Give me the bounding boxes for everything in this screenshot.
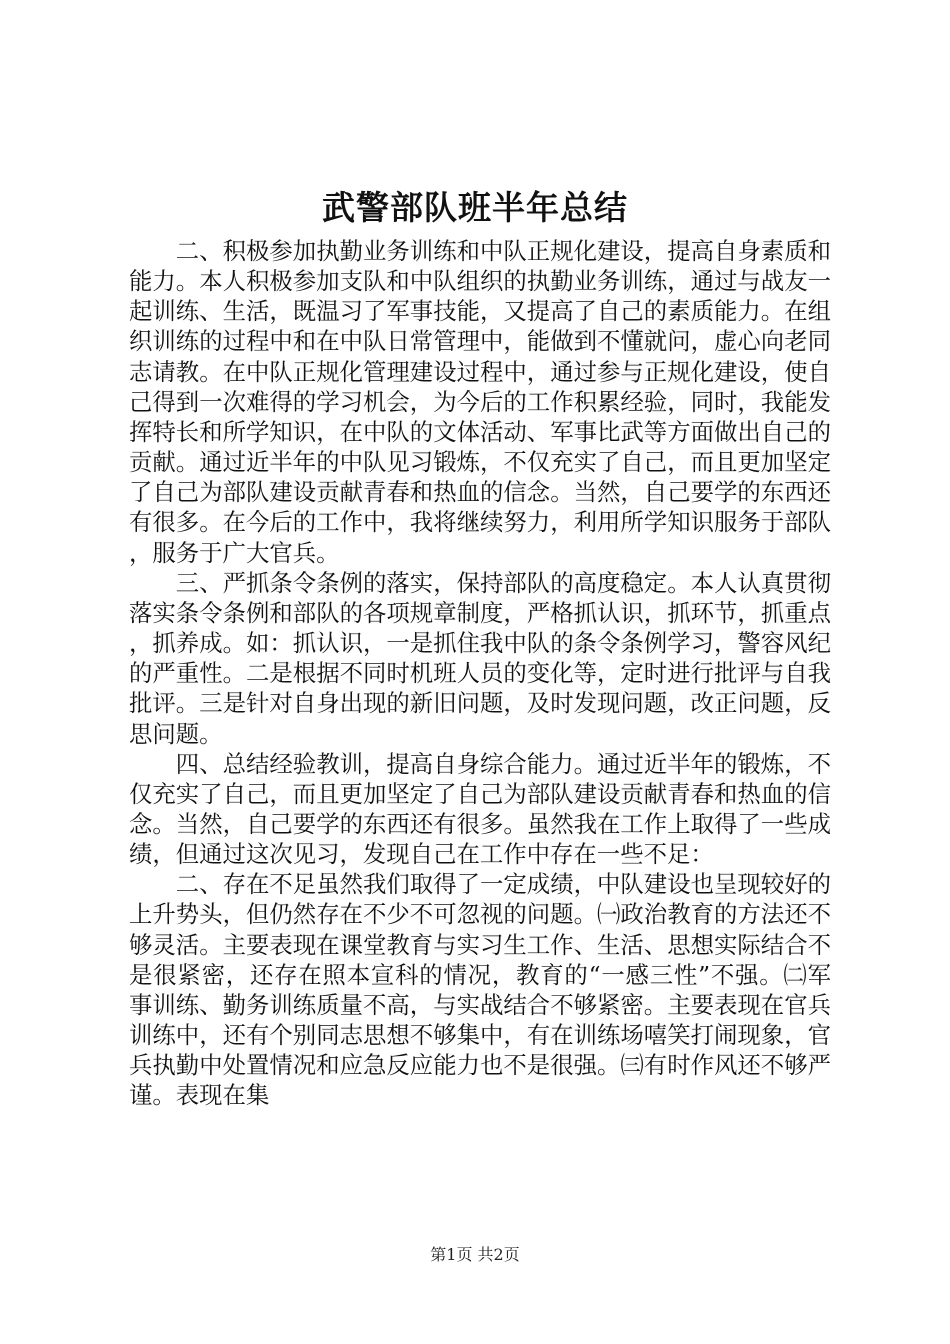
paragraph-training: 二、积极参加执勤业务训练和中队正规化建设，提高自身素质和能力。本人积极参加支队和中队组织的执勤业务训练，通过与战友一起训练、生活，既温习了军事技能，又提高了自己的素质能力。在组织训练的过程中和在中队日常管理中，能做到不懂就问，虚心向老同志请教。在中队正规化管理建设过程中，通过参与正规化建设，使自己得到一次难得的学习机会，为今后的工作积累经验，同时，我能发挥特长和所学知识，在中队的文体活动、军事比武等方面做出自己的贡献。通过近半年的中队见习锻炼，不仅充实了自己，而且更加坚定了自己为部队建设贡献青春和热血的信念。当然，自己要学的东西还有很多。在今后的工作中，我将继续努力，利用所学知识服务于部队，服务于广大官兵。	[129, 237, 831, 567]
paragraph-regulations: 三、严抓条令条例的落实，保持部队的高度稳定。本人认真贯彻落实条令条例和部队的各项规章制度，严格抓认识，抓环节，抓重点，抓养成。如：抓认识，一是抓住我中队的条令条例学习，警容风纪的严重性。二是根据不同时机班人员的变化等，定时进行批评与自我批评。三是针对自身出现的新旧问题，及时发现问题，改正问题，反思问题。	[129, 568, 831, 748]
document-title: 武警部队班半年总结	[322, 188, 628, 227]
paragraph-shortcomings: 二、存在不足虽然我们取得了一定成绩，中队建设也呈现较好的上升势头，但仍然存在不少不可忽视的问题。㈠政治教育的方法还不够灵活。主要表现在课堂教育与实习生工作、生活、思想实际结合不是很紧密，还存在照本宣科的情况，教育的“一感三性”不强。㈡军事训练、勤务训练质量不高，与实战结合不够紧密。主要表现在官兵训练中，还有个别同志思想不够集中，有在训练场嘻笑打闹现象，官兵执勤中处置情况和应急反应能力也不是很强。㈢有时作风还不够严谨。表现在集	[129, 870, 831, 1110]
document-body	[129, 236, 831, 1111]
page-footer: 第1页 共2页	[430, 1245, 520, 1264]
paragraph-experience: 四、总结经验教训，提高自身综合能力。通过近半年的锻炼，不仅充实了自己，而且更加坚定了自己为部队建设贡献青春和热血的信念。当然，自己要学的东西还有很多。虽然我在工作上取得了一些成绩，但通过这次见习，发现自己在工作中存在一些不足：	[129, 749, 831, 869]
